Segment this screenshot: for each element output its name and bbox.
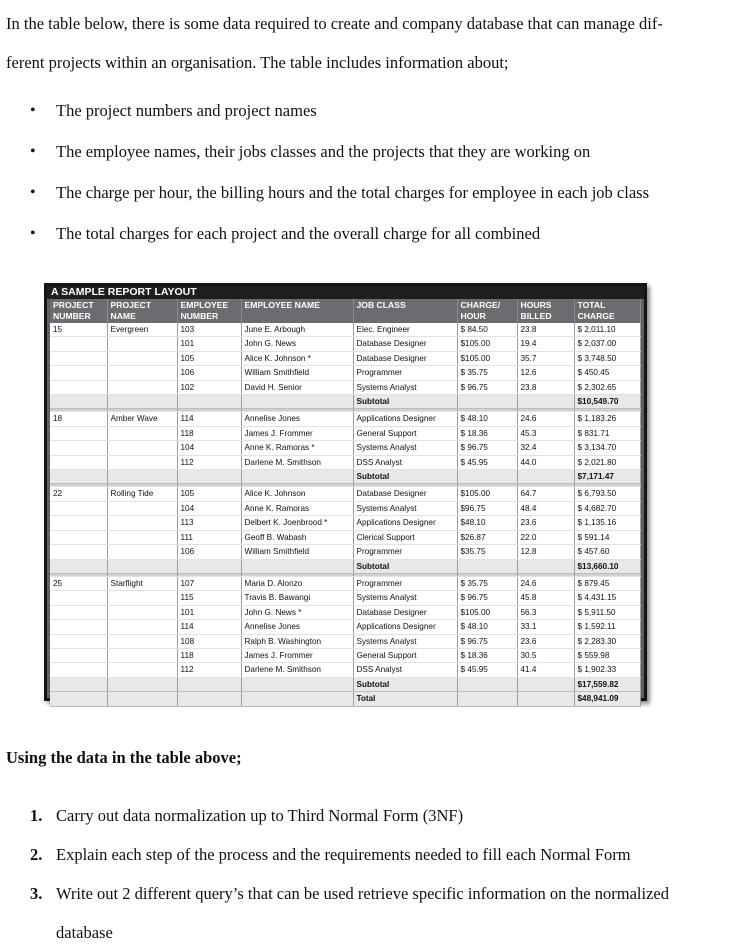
hours-billed-cell: 24.6 [517,576,574,590]
employee-number-cell: 101 [177,605,241,619]
report-header-row [50,299,641,323]
table-row [50,516,641,530]
table-row [50,591,641,605]
empty-cell [517,559,574,573]
total-charge-cell: $ 2,302.65 [574,380,641,394]
project-name-cell [107,591,177,605]
charge-hour-cell: $105.00 [457,351,517,365]
total-value: $48,941.09 [574,692,641,706]
project-number-cell [50,337,107,351]
table-row [50,412,641,426]
empty-cell [50,692,107,706]
job-class-cell: General Support [353,648,457,662]
question-number: 1. [30,806,43,825]
job-class-cell: Systems Analyst [353,441,457,455]
question-item [30,796,720,835]
project-name-cell [107,455,177,469]
charge-hour-cell: $ 96.75 [457,591,517,605]
empty-cell [457,677,517,691]
report-title: A SAMPLE REPORT LAYOUT [47,286,644,299]
column-header-line: NAME [110,311,136,321]
project-name-cell [107,366,177,380]
column-header [241,299,353,323]
empty-cell [517,395,574,409]
total-charge-cell: $ 2,021.80 [574,455,641,469]
charge-hour-cell: $ 18.36 [457,648,517,662]
hours-billed-cell: 23.8 [517,380,574,394]
project-name-cell [107,545,177,559]
hours-billed-cell: 23.8 [517,323,574,337]
total-charge-cell: $ 6,793.50 [574,487,641,501]
column-header [50,299,107,323]
empty-cell [50,395,107,409]
column-header-line: PROJECT [53,300,94,310]
column-header-line: HOURS [520,300,552,310]
job-class-cell: Systems Analyst [353,501,457,515]
table-row [50,455,641,469]
question-number: 3. [30,884,43,903]
subtotal-label: Subtotal [353,677,457,691]
hours-billed-cell: 12.8 [517,545,574,559]
total-charge-cell: $ 559.98 [574,648,641,662]
column-header [177,299,241,323]
total-charge-cell: $ 2,283.30 [574,634,641,648]
hours-billed-cell: 32.4 [517,441,574,455]
project-number-cell [50,663,107,677]
subtotal-label: Subtotal [353,395,457,409]
empty-cell [457,470,517,484]
employee-name-cell: Annelise Jones [241,620,353,634]
project-name-cell [107,380,177,394]
column-header-line: CHARGE [577,311,615,321]
column-header [107,299,177,323]
project-number-cell [50,366,107,380]
project-name-cell: Rolling Tide [107,487,177,501]
total-charge-cell: $ 879.45 [574,576,641,590]
project-name-cell: Evergreen [107,323,177,337]
total-charge-cell: $ 1,902.33 [574,663,641,677]
total-charge-cell: $ 3,748.50 [574,351,641,365]
bullet-item: • The employee names, their jobs classes and the projects that they are working on [30,134,649,175]
empty-cell [50,677,107,691]
hours-billed-cell: 19.4 [517,337,574,351]
question-item [30,835,720,874]
table-row [50,351,641,365]
project-number-cell [50,516,107,530]
total-charge-cell: $ 2,011.10 [574,323,641,337]
subtotal-value: $13,660.10 [574,559,641,573]
total-label: Total [353,692,457,706]
employee-number-cell: 115 [177,591,241,605]
total-row [50,692,641,706]
column-header-line: NUMBER [53,311,91,321]
employee-name-cell: June E. Arbough [241,323,353,337]
question-item [30,874,720,952]
table-row [50,634,641,648]
charge-hour-cell: $ 35.75 [457,366,517,380]
column-header-line: EMPLOYEE [180,300,229,310]
project-number-cell [50,455,107,469]
project-name-cell [107,337,177,351]
empty-cell [50,470,107,484]
project-number-cell [50,620,107,634]
project-name-cell [107,634,177,648]
empty-cell [457,395,517,409]
charge-hour-cell: $105.00 [457,337,517,351]
charge-hour-cell: $96.75 [457,501,517,515]
project-number-cell: 15 [50,323,107,337]
subtotal-row [50,395,641,409]
employee-name-cell: James J. Frommer [241,426,353,440]
charge-hour-cell: $ 96.75 [457,634,517,648]
job-class-cell: Systems Analyst [353,380,457,394]
employee-name-cell: Anne K. Ramoras [241,501,353,515]
hours-billed-cell: 23.6 [517,516,574,530]
charge-hour-cell: $ 84.50 [457,323,517,337]
employee-number-cell: 103 [177,323,241,337]
employee-name-cell: Geoff B. Wabash [241,530,353,544]
table-row [50,663,641,677]
employee-name-cell: Darlene M. Smithson [241,663,353,677]
total-charge-cell: $ 4,682.70 [574,501,641,515]
report-grid [50,299,641,707]
bullet-item: • The charge per hour, the billing hours and the total charges for employee in each job class [30,175,649,216]
intro-line-1: In the table below, there is some data required to create and company database that can manage dif- [6,14,663,33]
empty-cell [241,559,353,573]
employee-number-cell: 106 [177,366,241,380]
table-row [50,323,641,337]
project-name-cell: Amber Wave [107,412,177,426]
empty-cell [177,692,241,706]
charge-hour-cell: $ 45.95 [457,455,517,469]
employee-number-cell: 105 [177,487,241,501]
empty-cell [241,395,353,409]
employee-name-cell: John G. News * [241,605,353,619]
project-number-cell [50,634,107,648]
hours-billed-cell: 23.6 [517,634,574,648]
project-number-cell [50,380,107,394]
table-row [50,487,641,501]
job-class-cell: Database Designer [353,487,457,501]
employee-number-cell: 114 [177,412,241,426]
project-name-cell [107,530,177,544]
employee-name-cell: James J. Frommer [241,648,353,662]
total-charge-cell: $ 1,135.16 [574,516,641,530]
project-number-cell [50,648,107,662]
job-class-cell: Database Designer [353,351,457,365]
hours-billed-cell: 41.4 [517,663,574,677]
employee-number-cell: 111 [177,530,241,544]
job-class-cell: DSS Analyst [353,455,457,469]
project-name-cell [107,426,177,440]
employee-name-cell: Annelise Jones [241,412,353,426]
employee-number-cell: 106 [177,545,241,559]
hours-billed-cell: 12.6 [517,366,574,380]
project-name-cell [107,516,177,530]
job-class-cell: Elec. Engineer [353,323,457,337]
total-charge-cell: $ 450.45 [574,366,641,380]
total-charge-cell: $ 2,037.00 [574,337,641,351]
column-header-line: EMPLOYEE NAME [244,300,320,310]
employee-number-cell: 118 [177,426,241,440]
employee-name-cell: David H. Senior [241,380,353,394]
column-header-line: HOUR [460,311,486,321]
hours-billed-cell: 45.8 [517,591,574,605]
employee-name-cell: Travis B. Bawangi [241,591,353,605]
employee-number-cell: 105 [177,351,241,365]
column-header-line: CHARGE/ [460,300,501,310]
charge-hour-cell: $ 35.75 [457,576,517,590]
project-name-cell [107,663,177,677]
sample-report-table [44,283,647,704]
hours-billed-cell: 45.3 [517,426,574,440]
column-header-line: BILLED [520,311,552,321]
total-charge-cell: $ 1,592.11 [574,620,641,634]
job-class-cell: Programmer [353,366,457,380]
job-class-cell: Systems Analyst [353,591,457,605]
project-name-cell [107,351,177,365]
project-number-cell [50,530,107,544]
table-row [50,605,641,619]
column-header-line: JOB CLASS [356,300,406,310]
subtotal-row [50,677,641,691]
job-class-cell: Database Designer [353,337,457,351]
job-class-cell: Systems Analyst [353,634,457,648]
intro-line-2: ferent projects within an organisation. The table includes information about; [6,53,509,72]
charge-hour-cell: $105.00 [457,487,517,501]
employee-name-cell: Maria D. Alonzo [241,576,353,590]
total-charge-cell: $ 5,911.50 [574,605,641,619]
project-number-cell: 25 [50,576,107,590]
employee-name-cell: Darlene M. Smithson [241,455,353,469]
charge-hour-cell: $ 48.10 [457,412,517,426]
table-row [50,366,641,380]
charge-hour-cell: $26.87 [457,530,517,544]
project-number-cell [50,545,107,559]
empty-cell [177,559,241,573]
empty-cell [107,559,177,573]
empty-cell [241,677,353,691]
column-header [517,299,574,323]
employee-name-cell: Alice K. Johnson [241,487,353,501]
column-header [353,299,457,323]
employee-number-cell: 118 [177,648,241,662]
employee-number-cell: 114 [177,620,241,634]
charge-hour-cell: $ 45.95 [457,663,517,677]
employee-name-cell: William Smithfield [241,545,353,559]
column-header-line: TOTAL [577,300,606,310]
empty-cell [517,470,574,484]
charge-hour-cell: $48.10 [457,516,517,530]
job-class-cell: Database Designer [353,605,457,619]
project-name-cell: Starflight [107,576,177,590]
questions-list [30,796,720,952]
intro-paragraph [6,4,706,82]
job-class-cell: Applications Designer [353,516,457,530]
charge-hour-cell: $35.75 [457,545,517,559]
employee-name-cell: William Smithfield [241,366,353,380]
empty-cell [457,692,517,706]
question-text: Explain each step of the process and the requirements needed to fill each Normal Form [56,845,631,864]
project-number-cell [50,351,107,365]
hours-billed-cell: 24.6 [517,412,574,426]
hours-billed-cell: 64.7 [517,487,574,501]
question-text: Write out 2 different query’s that can be used retrieve specific information on the normalized database [56,884,669,942]
project-number-cell [50,501,107,515]
employee-number-cell: 108 [177,634,241,648]
table-row [50,501,641,515]
project-name-cell [107,648,177,662]
bullet-item: • The project numbers and project names [30,93,649,134]
empty-cell [517,677,574,691]
charge-hour-cell: $105.00 [457,605,517,619]
empty-cell [241,470,353,484]
subtotal-row [50,559,641,573]
empty-cell [517,692,574,706]
empty-cell [177,470,241,484]
table-row [50,648,641,662]
employee-number-cell: 113 [177,516,241,530]
charge-hour-cell: $ 48.10 [457,620,517,634]
question-number: 2. [30,845,43,864]
table-row [50,337,641,351]
project-name-cell [107,605,177,619]
hours-billed-cell: 35.7 [517,351,574,365]
question-text: Carry out data normalization up to Third Normal Form (3NF) [56,806,464,825]
hours-billed-cell: 44.0 [517,455,574,469]
table-row [50,620,641,634]
project-number-cell [50,441,107,455]
hours-billed-cell: 30.5 [517,648,574,662]
job-class-cell: Programmer [353,576,457,590]
column-header-line: PROJECT [110,300,152,310]
total-charge-cell: $ 3,134.70 [574,441,641,455]
employee-name-cell: Ralph B. Washington [241,634,353,648]
bullet-item: • The total charges for each project and the overall charge for all combined [30,216,649,257]
report-body [50,323,641,706]
total-charge-cell: $ 831.71 [574,426,641,440]
charge-hour-cell: $ 18.36 [457,426,517,440]
empty-cell [107,677,177,691]
subtotal-value: $7,171.47 [574,470,641,484]
subtotal-value: $17,559.82 [574,677,641,691]
total-charge-cell: $ 591.14 [574,530,641,544]
questions-heading: Using the data in the table above; [6,748,242,767]
empty-cell [107,470,177,484]
empty-cell [241,692,353,706]
empty-cell [107,395,177,409]
project-name-cell [107,441,177,455]
total-charge-cell: $ 1,183.26 [574,412,641,426]
project-number-cell [50,591,107,605]
subtotal-label: Subtotal [353,470,457,484]
employee-number-cell: 102 [177,380,241,394]
column-header-line: NUMBER [180,311,219,321]
project-name-cell [107,620,177,634]
project-number-cell: 22 [50,487,107,501]
subtotal-row [50,470,641,484]
job-class-cell: Applications Designer [353,412,457,426]
table-row [50,545,641,559]
empty-cell [177,395,241,409]
job-class-cell: Clerical Support [353,530,457,544]
info-bullet-list [30,93,649,257]
project-number-cell [50,426,107,440]
job-class-cell: Applications Designer [353,620,457,634]
job-class-cell: DSS Analyst [353,663,457,677]
employee-number-cell: 104 [177,441,241,455]
employee-number-cell: 101 [177,337,241,351]
table-row [50,441,641,455]
job-class-cell: Programmer [353,545,457,559]
employee-name-cell: Anne K. Ramoras * [241,441,353,455]
employee-name-cell: John G. News [241,337,353,351]
table-row [50,380,641,394]
column-header [574,299,641,323]
subtotal-value: $10,549.70 [574,395,641,409]
total-charge-cell: $ 4,431.15 [574,591,641,605]
empty-cell [457,559,517,573]
employee-number-cell: 112 [177,663,241,677]
column-header [457,299,517,323]
project-number-cell [50,605,107,619]
employee-name-cell: Delbert K. Joenbrood * [241,516,353,530]
employee-number-cell: 107 [177,576,241,590]
empty-cell [107,692,177,706]
employee-number-cell: 104 [177,501,241,515]
table-row [50,576,641,590]
employee-name-cell: Alice K. Johnson * [241,351,353,365]
subtotal-label: Subtotal [353,559,457,573]
job-class-cell: General Support [353,426,457,440]
table-row [50,426,641,440]
empty-cell [50,559,107,573]
project-number-cell: 18 [50,412,107,426]
project-name-cell [107,501,177,515]
total-charge-cell: $ 457.60 [574,545,641,559]
hours-billed-cell: 48.4 [517,501,574,515]
hours-billed-cell: 33.1 [517,620,574,634]
employee-number-cell: 112 [177,455,241,469]
hours-billed-cell: 22.0 [517,530,574,544]
hours-billed-cell: 56.3 [517,605,574,619]
charge-hour-cell: $ 96.75 [457,441,517,455]
charge-hour-cell: $ 96.75 [457,380,517,394]
table-row [50,530,641,544]
empty-cell [177,677,241,691]
